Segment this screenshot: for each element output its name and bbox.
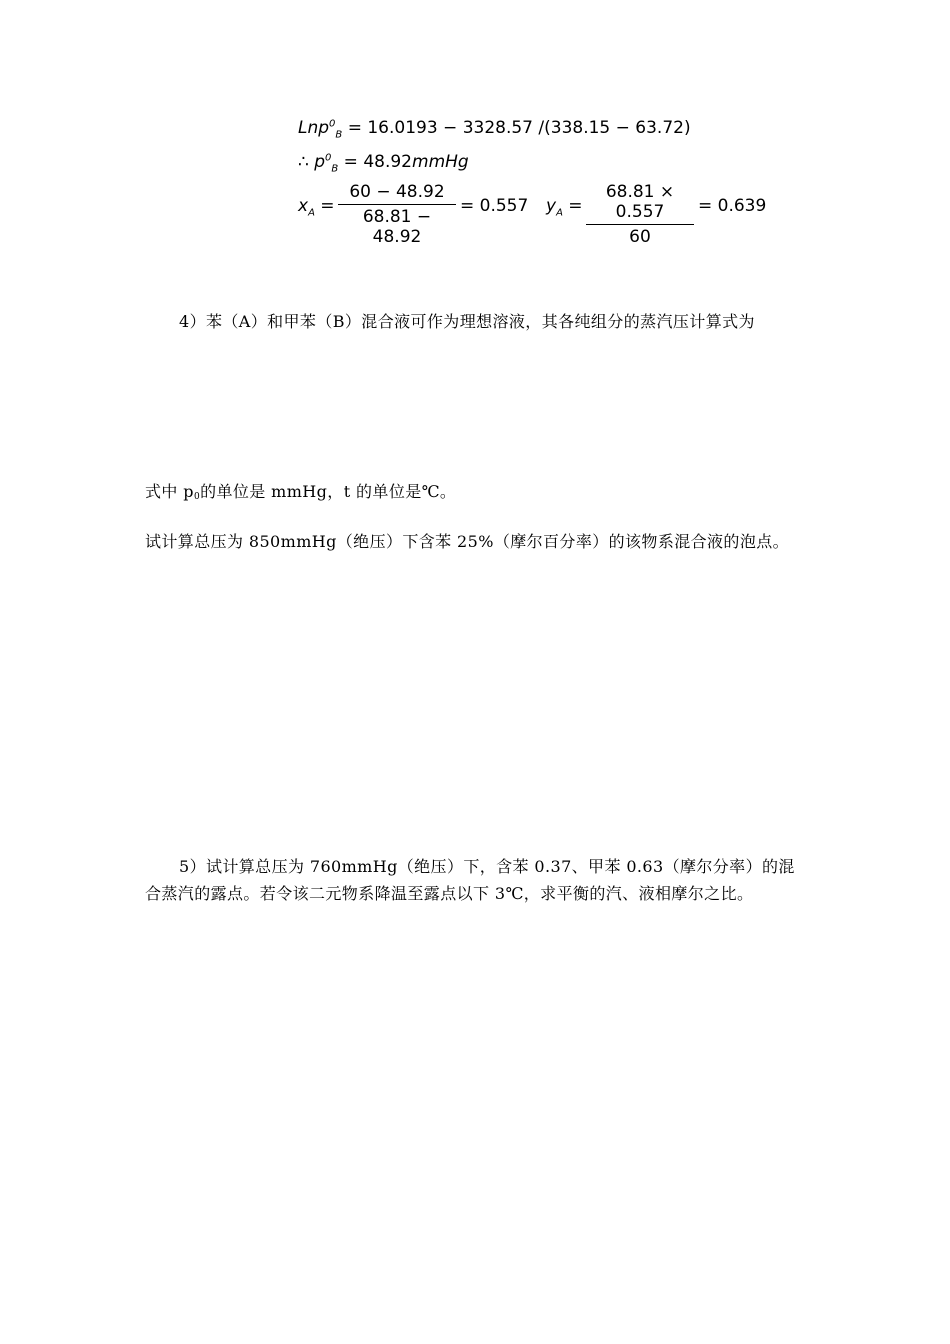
ya-fraction: $\frac{68.81 \times 0.557}{60}$ <box>586 182 694 247</box>
ya-result: = 0.639 <box>698 196 767 216</box>
xa-label: $x_A$ = <box>298 196 335 219</box>
question-4-task: 试计算总压为 850mmHg（绝压）下含苯 25%（摩尔百分率）的该物系混合液的泡点。 <box>145 532 790 551</box>
question-5: 5）试计算总压为 760mmHg（绝压）下，含苯 0.37、甲苯 0.63（摩尔分率）的混合蒸汽的露点。若令该二元物系降温至露点以下 3℃，求平衡的汽、液相摩尔之比。 <box>145 857 795 903</box>
vapor-pressure-result: ∴ $p^0_B$ = 48.92mmHg <box>298 152 469 175</box>
solution-equations <box>298 118 778 247</box>
xa-result: = 0.557 <box>460 196 529 216</box>
xa-fraction: $\frac{60 - 48.92}{68.81 - 48.92}$ <box>338 182 456 247</box>
ya-label: $y_A$ = <box>546 196 583 219</box>
question-4-intro: 4）苯（A）和甲苯（B）混合液可作为理想溶液，其各纯组分的蒸汽压计算式为 <box>179 312 755 331</box>
vapor-pressure-equation: Lnp$^0_B$ = 16.0193 − 3328.57 /(338.15 − 63.72) <box>298 118 691 141</box>
question-4-units: 式中 p0的单位是 mmHg，t 的单位是℃。 <box>145 482 457 502</box>
